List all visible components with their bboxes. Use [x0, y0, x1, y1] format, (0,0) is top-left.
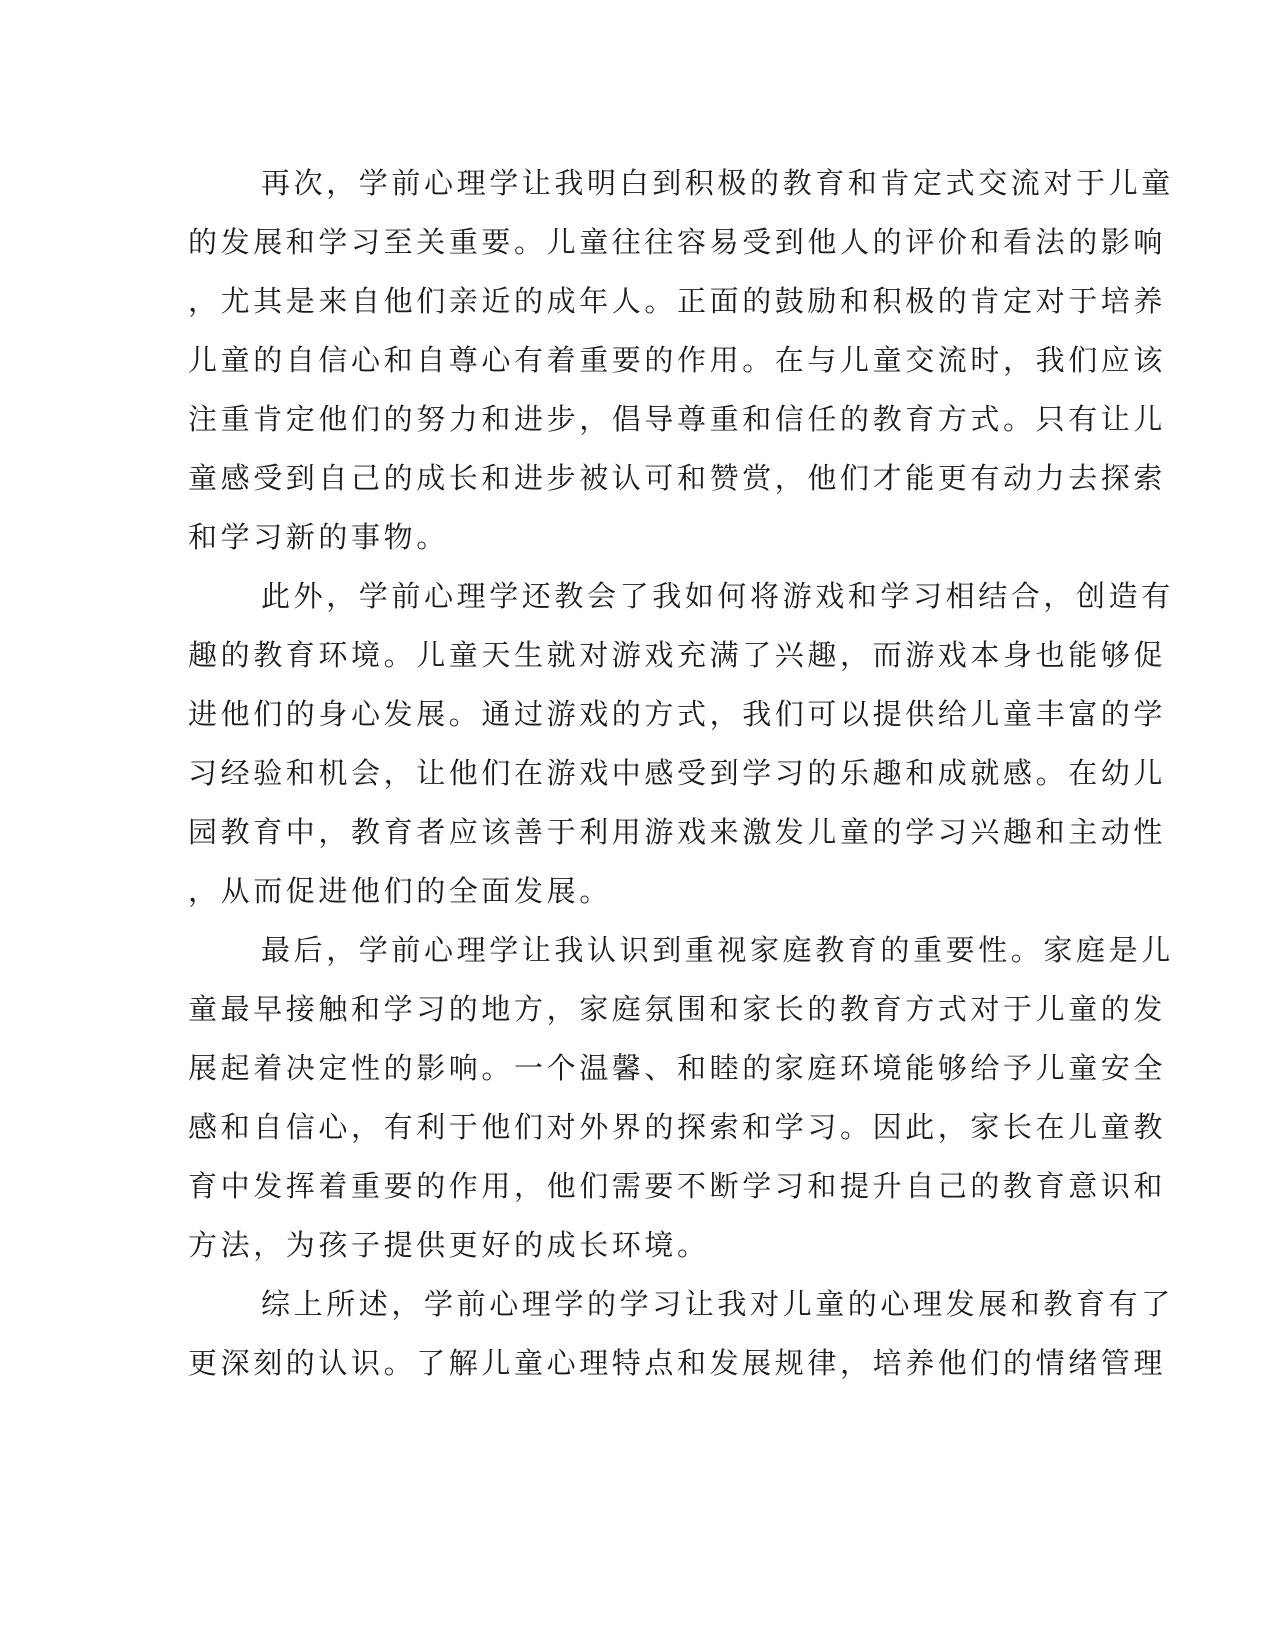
paragraph-3-line-3: 展起着决定性的影响。一个温馨、和睦的家庭环境能够给予儿童安全 [188, 1051, 1167, 1085]
paragraph-1-line-6: 童感受到自己的成长和进步被认可和赞赏，他们才能更有动力去探索 [188, 461, 1167, 495]
paragraph-2-line-4: 习经验和机会，让他们在游戏中感受到学习的乐趣和成就感。在幼儿 [188, 756, 1167, 790]
paragraph-4-line-1: 综上所述，学前心理学的学习让我对儿童的心理发展和教育有了 [261, 1287, 1174, 1321]
paragraph-2-line-2: 趣的教育环境。儿童天生就对游戏充满了兴趣，而游戏本身也能够促 [188, 638, 1167, 672]
paragraph-2-line-6: ，从而促进他们的全面发展。 [188, 874, 612, 908]
paragraph-3-line-4: 感和自信心，有利于他们对外界的探索和学习。因此，家长在儿童教 [188, 1110, 1167, 1144]
paragraph-3-line-6: 方法，为孩子提供更好的成长环境。 [188, 1228, 710, 1262]
paragraph-3-line-1: 最后，学前心理学让我认识到重视家庭教育的重要性。家庭是儿 [261, 933, 1174, 967]
paragraph-2-line-3: 进他们的身心发展。通过游戏的方式，我们可以提供给儿童丰富的学 [188, 697, 1167, 731]
paragraph-4-line-2: 更深刻的认识。了解儿童心理特点和发展规律，培养他们的情绪管理 [188, 1346, 1167, 1380]
paragraph-1-line-4: 儿童的自信心和自尊心有着重要的作用。在与儿童交流时，我们应该 [188, 343, 1167, 377]
paragraph-1-line-1: 再次，学前心理学让我明白到积极的教育和肯定式交流对于儿童 [261, 166, 1174, 200]
paragraph-3-line-2: 童最早接触和学习的地方，家庭氛围和家长的教育方式对于儿童的发 [188, 992, 1167, 1026]
paragraph-1-line-7: 和学习新的事物。 [188, 520, 449, 554]
paragraph-1-line-3: ，尤其是来自他们亲近的成年人。正面的鼓励和积极的肯定对于培养 [188, 284, 1167, 318]
paragraph-3-line-5: 育中发挥着重要的作用，他们需要不断学习和提升自己的教育意识和 [188, 1169, 1167, 1203]
paragraph-1-line-5: 注重肯定他们的努力和进步，倡导尊重和信任的教育方式。只有让儿 [188, 402, 1167, 436]
paragraph-1-line-2: 的发展和学习至关重要。儿童往往容易受到他人的评价和看法的影响 [188, 225, 1167, 259]
paragraph-2-line-5: 园教育中，教育者应该善于利用游戏来激发儿童的学习兴趣和主动性 [188, 815, 1167, 849]
paragraph-2-line-1: 此外，学前心理学还教会了我如何将游戏和学习相结合，创造有 [261, 579, 1174, 613]
